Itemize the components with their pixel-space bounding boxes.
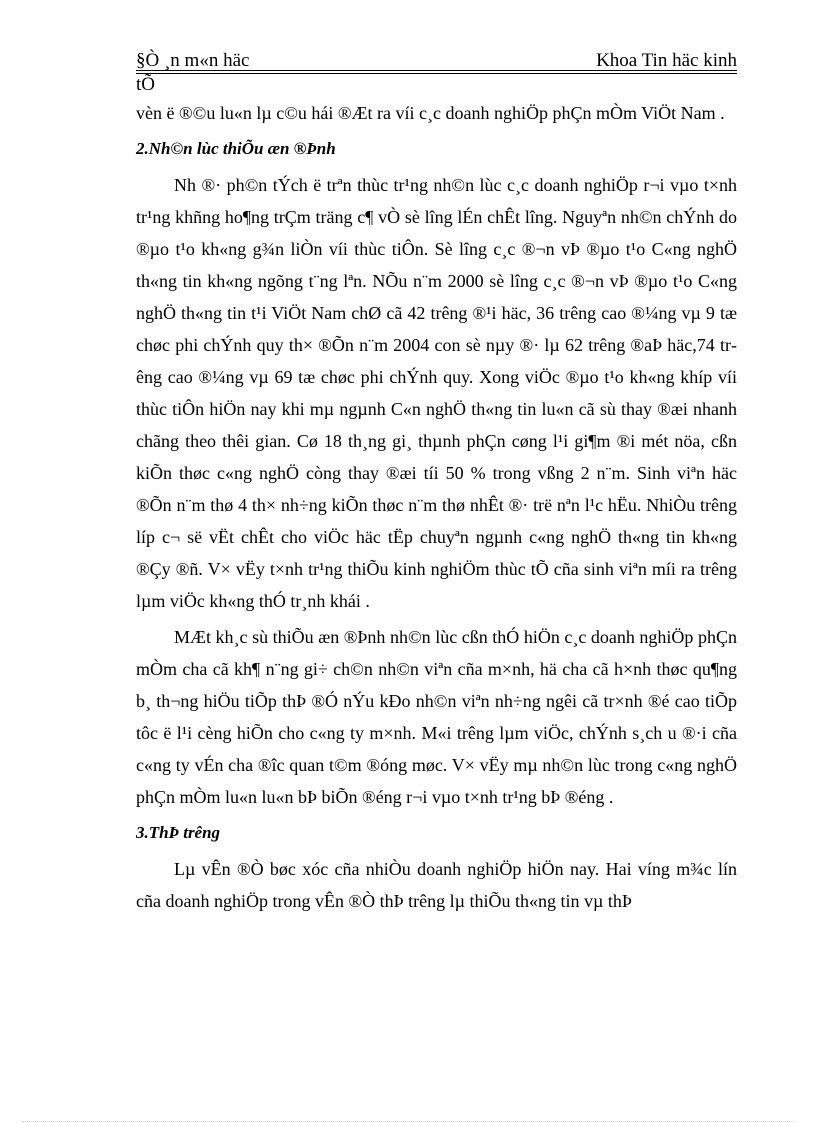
- header-right-continuation: tÕ: [136, 74, 155, 95]
- document-body: [136, 97, 737, 917]
- page-header: [136, 50, 737, 72]
- page-bottom-border: [22, 1121, 794, 1122]
- paragraph: vèn ë ®©u lu«n lµ c©u hái ®Æt ra víi c¸c doanh nghiÖp phÇn mÒm ViÖt Nam .: [136, 103, 725, 123]
- paragraph: MÆt kh¸c sù thiÕu æn ®Þnh nh©n lùc cßn thÓ hiÖn c¸c doanh nghiÖp phÇn mÒm cha cã kh¶ n¨ng gi÷ ch©n nh©n viªn cña m×nh, hä cha cã h×nh thøc qu¶ng b¸ th¬ng hiÖu tiÕp thÞ ®Ó nÝu kÐo nh©n viªn nh÷ng ngêi cã tr×nh ®é cao tiÕp tôc ë l¹i cèng hiÕn cho c«ng ty m×nh. M«i trêng lµm viÖc, chÝnh s¸ch u ®·i cña c«ng ty vÉn cha ®îc quan t©m ®óng møc. V× vËy mµ nh©n lùc trong c«ng nghÖ phÇn mÒm lu«n lu«n bÞ biÕn ®éng r¬i vµo t×nh tr¹ng bÞ ®éng .: [136, 627, 737, 807]
- paragraph: Nh ®· ph©n tÝch ë trªn thùc tr¹ng nh©n lùc c¸c doanh nghiÖp r¬i vµo t×nh tr¹ng khñng ho¶ng trÇm träng c¶ vÒ sè lîng lÉn chÊt lîng. Nguyªn nh©n chÝnh do ®µo t¹o kh«ng g¾n liÒn víi thùc tiÔn. Sè lîng c¸c ®¬n vÞ ®µo t¹o C«ng nghÖ th«ng tin kh«ng ngõng t¨ng lªn. NÕu n¨m 2000 sè lîng c¸c ®¬n vÞ ®µo t¹o C«ng nghÖ th«ng tin t¹i ViÖt Nam chØ cã 42 trêng ®¹i häc, 36 trêng cao ®¼ng vµ 9 tæ chøc phi chÝnh quy th× ®Õn n¨m 2004 con sè nµy ®· lµ 62 trêng ®aÞ häc,74 trêng cao ®¼ng vµ 69 tæ chøc phi chÝnh quy. Xong viÖc ®µo t¹o kh«ng khíp víi thùc tiÔn hiÖn nay khi mµ ngµnh C«n nghÖ th«ng tin lu«n cã sù thay ®æi nhanh chãng theo thêi gian. Cø 18 th¸ng gi¸ thµnh phÇn cøng l¹i gi¶m ®i mét nöa, cßn kiÕn thøc c«ng nghÖ còng thay ®æi tíi 50 % trong vßng 2 n¨m. Sinh viªn häc ®Õn n¨m thø 4 th× nh÷ng kiÕn thøc n¨m thø nhÊt ®· trë nªn l¹c hËu. NhiÒu trêng líp c¬ së vËt chÊt cho viÖc häc tËp chuyªn ngµnh c«ng nghÖ th«ng tin kh«ng ®Çy ®ñ. V× vËy t×nh tr¹ng thiÕu kinh nghiÖm thùc tÕ cña sinh viªn míi ra trêng lµm viÖc kh«ng thÓ tr¸nh khái .: [136, 175, 737, 611]
- header-right-title: Khoa Tin häc kinh: [596, 50, 737, 71]
- header-rule-top: [136, 70, 737, 71]
- paragraph: Lµ vÊn ®Ò bøc xóc cña nhiÒu doanh nghiÖp hiÖn nay. Hai víng m¾c lín cña doanh nghiÖp trong vÊn ®Ò thÞ trêng lµ thiÕu th«ng tin vµ thÞ: [136, 859, 737, 911]
- section-heading: 3.ThÞ trêng: [136, 823, 221, 842]
- header-left-title: §Ò ¸n m«n häc: [136, 50, 250, 71]
- section-heading: 2.Nh©n lùc thiÕu æn ®Þnh: [136, 139, 336, 158]
- header-rule-bottom: [136, 73, 737, 74]
